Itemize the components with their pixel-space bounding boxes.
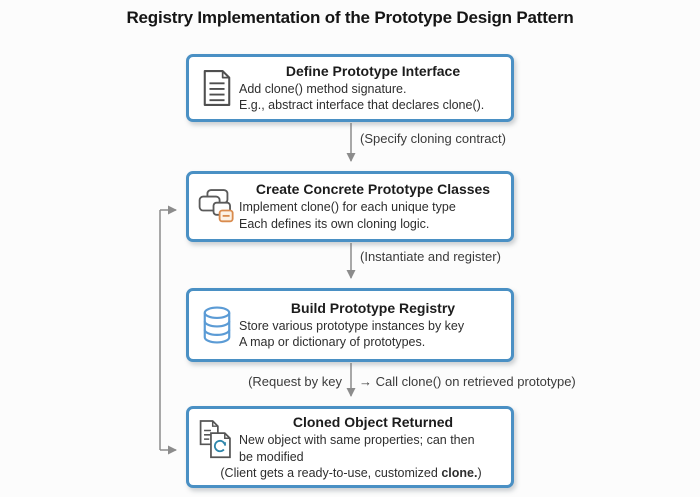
footer-prefix: (Client gets a ready-to-use, customized bbox=[220, 466, 442, 480]
box-content bbox=[239, 63, 507, 114]
document-icon bbox=[195, 69, 239, 107]
box-line: E.g., abstract interface that declares clone(). bbox=[239, 98, 485, 112]
footer-bold: clone. bbox=[441, 466, 478, 480]
arrow1-label: (Specify cloning contract) bbox=[360, 131, 506, 146]
box-line: Implement clone() for each unique type bbox=[239, 200, 456, 214]
box-content bbox=[239, 414, 507, 465]
box-row bbox=[195, 414, 507, 465]
box-title: Cloned Object Returned bbox=[292, 414, 454, 430]
box-line: Store various prototype instances by key bbox=[239, 318, 465, 333]
footer-suffix: ) bbox=[477, 466, 482, 480]
database-icon bbox=[195, 305, 239, 345]
step-box-create-concrete-prototype-classes bbox=[186, 171, 514, 242]
step-box-build-prototype-registry bbox=[186, 288, 514, 362]
loop-connector bbox=[160, 210, 176, 450]
box-title: Build Prototype Registry bbox=[290, 299, 456, 316]
box-footer bbox=[195, 466, 507, 480]
box-line: New object with same properties; can then bbox=[239, 433, 475, 447]
box-content bbox=[239, 300, 507, 351]
step-box-cloned-object-returned bbox=[186, 406, 514, 488]
box-title: Create Concrete Prototype Classes bbox=[255, 181, 491, 197]
step-box-define-prototype-interface bbox=[186, 54, 514, 122]
clone-refresh-icon bbox=[195, 419, 239, 461]
box-row bbox=[195, 63, 507, 114]
box-title: Define Prototype Interface bbox=[285, 62, 461, 79]
box-line: Each defines its own cloning logic. bbox=[239, 216, 430, 231]
box-row bbox=[195, 181, 507, 232]
box-row bbox=[195, 300, 507, 351]
stacked-cards-icon bbox=[195, 188, 239, 226]
box-line: Add clone() method signature. bbox=[239, 81, 407, 96]
diagram-title: Registry Implementation of the Prototype Design Pattern bbox=[126, 8, 574, 27]
box-content bbox=[239, 181, 507, 232]
arrow3-label-left: (Request by key bbox=[248, 374, 342, 389]
box-line: A map or dictionary of prototypes. bbox=[239, 335, 426, 349]
arrow2-label: (Instantiate and register) bbox=[360, 249, 501, 264]
box-line: be modified bbox=[239, 449, 304, 464]
arrow3-label-right: → Call clone() on retrieved prototype) bbox=[359, 374, 576, 389]
